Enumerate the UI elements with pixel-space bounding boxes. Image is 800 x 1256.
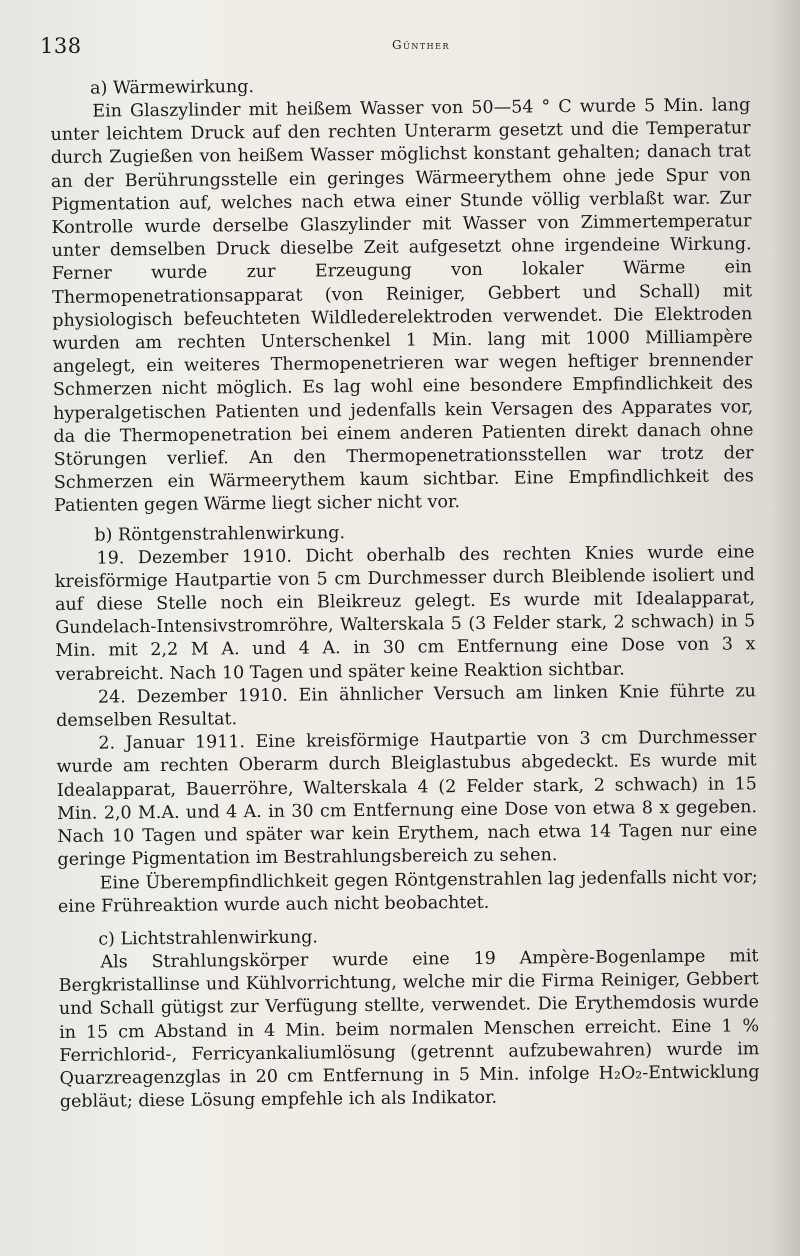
paragraph: 24. Dezember 1910. Ein ähnlicher Versuch am linken Knie führte zu demselben Resultat. xyxy=(56,681,757,732)
paragraph: Eine Überempfindlichkeit gegen Röntgenstrahlen lag jedenfalls nicht vor; eine Frühreaktion wurde auch nicht beobachtet. xyxy=(57,866,758,917)
section-heading: a) Wärmewirkung. xyxy=(90,77,255,99)
section-lichtstrahlenwirkung xyxy=(58,922,760,1114)
page-number: 138 xyxy=(40,34,82,58)
paragraph: 2. Januar 1911. Eine kreisförmige Hautpartie von 3 cm Durchmesser wurde am rechten Oberarm durch Bleiglastubus abgedeckt. Es wurde mit Idealapparat, Bauerröhre, Walterskala 4 (2 Felder stark, 2 schwach) in 15 Min. 2,0 M.A. und 4 A. in 30 cm Entfernung eine Dose von etwa 8 x gegeben. Nach 10 Tagen und später war kein Erythem, nach etwa 14 Tagen nur eine geringe Pigmentation im Bestrahlungsbereich zu sehen. xyxy=(56,727,758,871)
section-heading: b) Röntgenstrahlenwirkung. xyxy=(94,522,346,546)
running-head: Günther xyxy=(392,38,451,52)
paragraph: Ein Glaszylinder mit heißem Wasser von 50—54 ° C wurde 5 Min. lang unter leichtem Druck auf den rechten Unterarm gesetzt und die Temperatur durch Zugießen von heißem Wasser möglichst konstant gehalten; danach trat an der Berührungsstelle ein geringes Wärmeerythem ohne jede Spur von Pigmentation auf, welches nach etwa einer Stunde völlig verblaßt war. Zur Kontrolle wurde derselbe Glaszylinder mit Wasser von Zimmertemperatur unter demselben Druck dieselbe Zeit aufgesetzt ohne irgendeine Wirkung. Ferner wurde zur Erzeugung von lokaler Wärme ein Thermopenetrationsapparat (von Reiniger, Gebbert und Schall) mit physiologisch befeuchteten Wildlederelektroden verwendet. Die Elektroden wurden am rechten Unterschenkel 1 Min. lang mit 1000 Milliampère angelegt, ein weiteres Thermopenetrieren war wegen heftiger brennender Schmerzen nicht möglich. Es lag wohl eine besondere Empfindlichkeit des hyperalgetischen Patienten und jedenfalls kein Versagen des Apparates vor, da die Thermopenetration bei einem anderen Patienten direkt danach ohne Störungen verlief. An den Thermopenetrationsstellen war trotz der Schmerzen ein Wärmeerythem kaum sichtbar. Eine Empfindlichkeit des Patienten gegen Wärme liegt sicher nicht vor. xyxy=(50,95,754,517)
section-waermewirkung xyxy=(50,71,754,518)
page-header xyxy=(40,34,740,68)
page-body xyxy=(50,71,761,1228)
section-roentgenstrahlenwirkung xyxy=(54,518,758,919)
section-heading: c) Lichtstrahlenwirkung. xyxy=(98,927,319,950)
paragraph: Als Strahlungskörper wurde eine 19 Ampère-Bogenlampe mit Bergkristallinse und Kühlvorrichtung, welche mir die Firma Reiniger, Gebbert und Schall gütigst zur Verfügung stellte, verwendet. Die Erythemdosis wurde in 15 cm Abstand in 4 Min. beim normalen Menschen erreicht. Eine 1 % Ferrichlorid-, Ferricyankaliumlösung (getrennt aufzubewahren) wurde im Quarzreagenzglas in 20 cm Entfernung in 5 Min. infolge H₂O₂-Entwicklung gebläut; diese Lösung empfehle ich als Indikator. xyxy=(58,946,760,1113)
paragraph: 19. Dezember 1910. Dicht oberhalb des rechten Knies wurde eine kreisförmige Hautpartie von 5 cm Durchmesser durch Bleiblende isoliert und auf diese Stelle noch ein Bleikreuz gelegt. Es wurde mit Idealapparat, Gundelach-Intensivstromröhre, Walterskala 5 (3 Felder stark, 2 schwach) in 5 Min. mit 2,2 M A. und 4 A. in 30 cm Entfernung eine Dose von 3 x verabreicht. Nach 10 Tagen und später keine Reaktion sichtbar. xyxy=(54,541,756,685)
page-edge-shadow xyxy=(772,0,800,1256)
